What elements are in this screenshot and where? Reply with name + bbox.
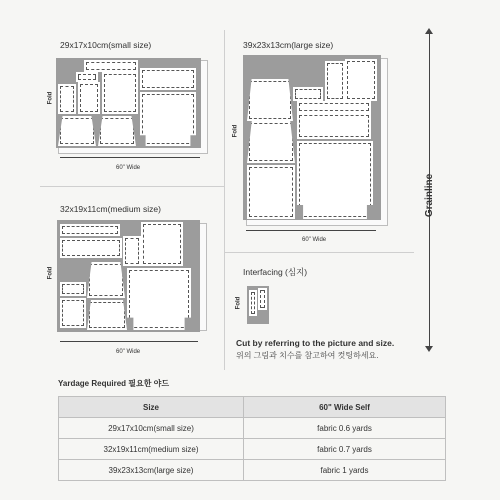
large-wide-line <box>246 230 376 231</box>
instructions-en: Cut by referring to the picture and size. <box>236 338 395 348</box>
large-piece <box>247 165 295 219</box>
divider-vertical <box>224 30 225 370</box>
medium-piece <box>60 298 86 328</box>
small-fabric-board <box>56 58 201 148</box>
table-cell-fabric: fabric 0.7 yards <box>244 439 446 460</box>
table-header-size: Size <box>59 397 244 418</box>
small-piece <box>76 72 98 82</box>
interfacing-piece <box>249 290 257 316</box>
interfacing-board <box>247 286 269 324</box>
table-cell-size: 29x17x10cm(small size) <box>59 418 244 439</box>
medium-fabric-board <box>57 220 200 332</box>
table-row <box>59 439 446 460</box>
medium-wide-label: 60" Wide <box>116 349 141 355</box>
small-piece <box>140 68 196 90</box>
large-fold-label: Fold <box>232 124 239 138</box>
small-piece <box>98 116 136 146</box>
interfacing-piece <box>258 288 267 310</box>
small-wide-line <box>60 157 200 158</box>
small-piece <box>58 116 96 146</box>
large-piece <box>247 79 293 121</box>
small-piece <box>140 92 196 146</box>
medium-piece <box>87 262 125 298</box>
table-cell-size: 39x23x13cm(large size) <box>59 460 244 481</box>
grainline-arrow-head-top <box>425 28 433 34</box>
small-size-title: 29x17x10cm(small size) <box>60 40 152 50</box>
large-piece <box>293 87 323 101</box>
table-cell-fabric: fabric 1 yards <box>244 460 446 481</box>
table-row <box>59 418 446 439</box>
table-header-fabric: 60" Wide Self <box>244 397 446 418</box>
interfacing-title: Interfacing (심지) <box>243 267 308 277</box>
large-piece <box>297 141 373 219</box>
divider-horizontal-left <box>40 186 224 187</box>
divider-horizontal-right <box>224 252 414 253</box>
medium-piece <box>141 222 183 266</box>
small-wide-label: 60" Wide <box>116 165 141 171</box>
table-cell-fabric: fabric 0.6 yards <box>244 418 446 439</box>
medium-piece <box>60 282 86 296</box>
medium-piece <box>123 236 141 266</box>
grainline-label: Grainline <box>424 173 436 218</box>
medium-size-title: 32x19x11cm(medium size) <box>60 204 161 214</box>
yardage-table <box>58 396 446 481</box>
yardage-title: Yardage Required 필요한 야드 <box>58 379 170 388</box>
small-piece <box>58 84 76 114</box>
grainline-arrow-head-bottom <box>425 346 433 352</box>
large-wide-label: 60" Wide <box>302 237 327 243</box>
medium-piece <box>87 300 127 330</box>
table-row <box>59 460 446 481</box>
medium-fold-label: Fold <box>47 266 54 280</box>
table-header-row <box>59 397 446 418</box>
medium-piece <box>60 238 122 258</box>
large-piece <box>297 113 371 139</box>
large-piece <box>325 61 345 101</box>
table-cell-size: 32x19x11cm(medium size) <box>59 439 244 460</box>
small-piece <box>102 72 138 114</box>
small-piece <box>78 82 100 114</box>
medium-piece <box>60 224 120 236</box>
medium-piece <box>127 268 191 330</box>
large-piece <box>247 121 295 163</box>
small-fold-label: Fold <box>47 91 54 105</box>
interfacing-fold-label: Fold <box>235 296 242 310</box>
small-piece <box>84 60 138 72</box>
large-size-title: 39x23x13cm(large size) <box>243 40 334 50</box>
large-piece <box>297 101 371 113</box>
instructions-ko: 위의 그림과 치수를 참고하여 컷팅하세요. <box>236 351 379 360</box>
large-fabric-board <box>243 55 381 220</box>
medium-wide-line <box>60 341 198 342</box>
large-piece <box>345 59 377 101</box>
